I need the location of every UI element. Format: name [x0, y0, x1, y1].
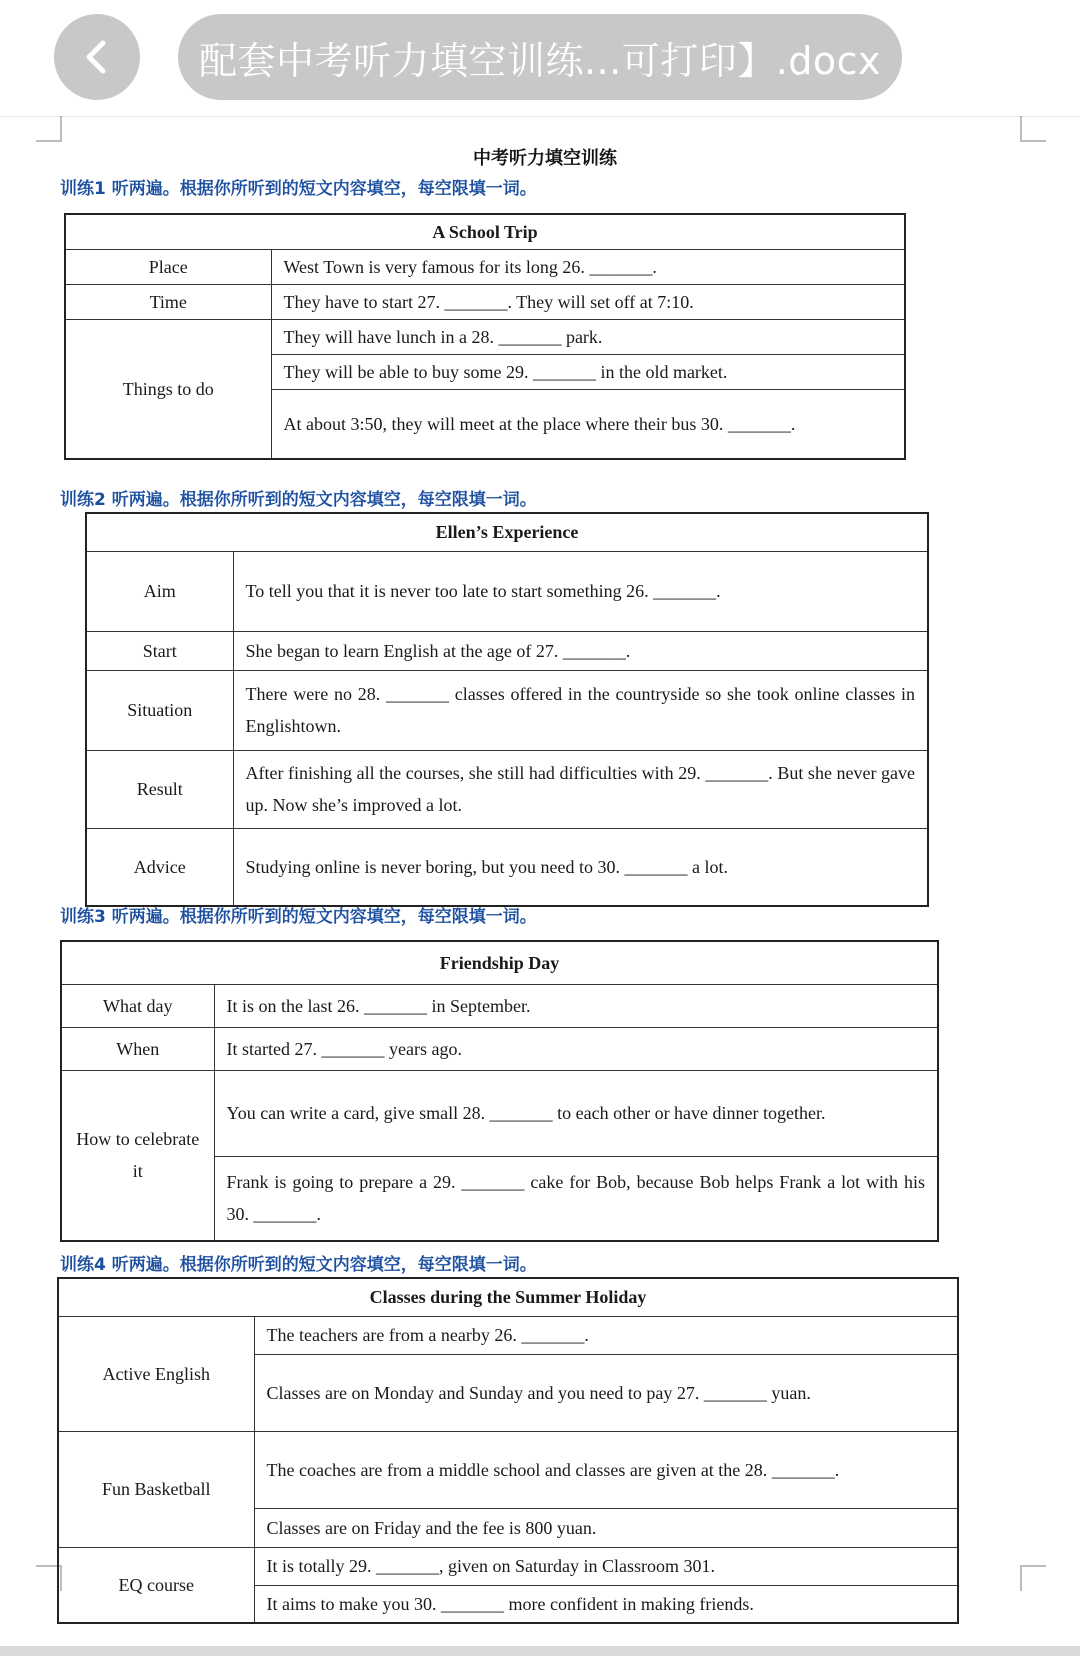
row-content: They will have lunch in a 28. _______ park. — [271, 319, 905, 354]
exercise-3-instruction: 训练3 听两遍。根据你所听到的短文内容填空，每空限填一词。 — [60, 907, 537, 927]
row-label: EQ course — [58, 1547, 254, 1623]
row-content: It aims to make you 30. _______ more confident in making friends. — [254, 1585, 958, 1623]
row-content: At about 3:50, they will meet at the place where their bus 30. _______. — [271, 389, 905, 459]
exercise-2-table — [85, 512, 929, 907]
exercise-4-table — [57, 1277, 959, 1624]
table-title: Friendship Day — [61, 941, 938, 984]
row-content: They have to start 27. _______. They will set off at 7:10. — [271, 284, 905, 319]
row-content: After finishing all the courses, she still had difficulties with 29. _______. But she never gave up. Now she’s improved a lot. — [233, 750, 928, 828]
row-content: Frank is going to prepare a 29. _______ cake for Bob, because Bob helps Frank a lot with his 30. _______. — [214, 1156, 938, 1241]
row-label: What day — [61, 984, 214, 1027]
row-label: Time — [65, 284, 271, 319]
row-content: It is totally 29. _______, given on Saturday in Classroom 301. — [254, 1547, 958, 1585]
row-label: Fun Basketball — [58, 1431, 254, 1547]
row-content: It started 27. _______ years ago. — [214, 1027, 938, 1070]
row-label: Aim — [86, 551, 233, 631]
row-label: Result — [86, 750, 233, 828]
row-label: Situation — [86, 670, 233, 750]
row-label: Advice — [86, 828, 233, 906]
table-title: Classes during the Summer Holiday — [58, 1278, 958, 1316]
chevron-left-icon — [77, 37, 117, 77]
row-content: You can write a card, give small 28. _______ to each other or have dinner together. — [214, 1070, 938, 1156]
row-content: She began to learn English at the age of 27. _______. — [233, 631, 928, 670]
document-page — [0, 116, 1080, 1646]
exercise-1-instruction: 训练1 听两遍。根据你所听到的短文内容填空，每空限填一词。 — [60, 179, 537, 199]
exercise-3-table — [60, 940, 939, 1242]
row-content: Studying online is never boring, but you need to 30. _______ a lot. — [233, 828, 928, 906]
table-title: Ellen’s Experience — [86, 513, 928, 551]
exercise-2-instruction: 训练2 听两遍。根据你所听到的短文内容填空，每空限填一词。 — [60, 490, 537, 510]
document-heading: 中考听力填空训练 — [473, 148, 617, 169]
top-bar — [0, 0, 1080, 117]
exercise-1-table — [64, 213, 906, 460]
row-label: Things to do — [65, 319, 271, 459]
row-label: How to celebrate it — [61, 1070, 214, 1241]
row-content: There were no 28. _______ classes offered in the countryside so she took online classes in Englishtown. — [233, 670, 928, 750]
row-content: It is on the last 26. _______ in September. — [214, 984, 938, 1027]
table-title: A School Trip — [65, 214, 905, 249]
row-content: The teachers are from a nearby 26. _______. — [254, 1316, 958, 1354]
back-button[interactable] — [54, 14, 140, 100]
exercise-4-instruction: 训练4 听两遍。根据你所听到的短文内容填空，每空限填一词。 — [60, 1255, 537, 1275]
row-content: The coaches are from a middle school and classes are given at the 28. _______. — [254, 1431, 958, 1508]
row-content: Classes are on Monday and Sunday and you need to pay 27. _______ yuan. — [254, 1354, 958, 1431]
row-content: West Town is very famous for its long 26. _______. — [271, 249, 905, 284]
row-label: Start — [86, 631, 233, 670]
document-title: 配套中考听力填空训练...可打印】.docx — [178, 14, 902, 100]
row-label: When — [61, 1027, 214, 1070]
row-content: Classes are on Friday and the fee is 800 yuan. — [254, 1508, 958, 1547]
row-content: To tell you that it is never too late to start something 26. _______. — [233, 551, 928, 631]
row-label: Place — [65, 249, 271, 284]
bottom-scroll-track[interactable] — [0, 1646, 1080, 1656]
row-label: Active English — [58, 1316, 254, 1431]
row-content: They will be able to buy some 29. _______ in the old market. — [271, 354, 905, 389]
